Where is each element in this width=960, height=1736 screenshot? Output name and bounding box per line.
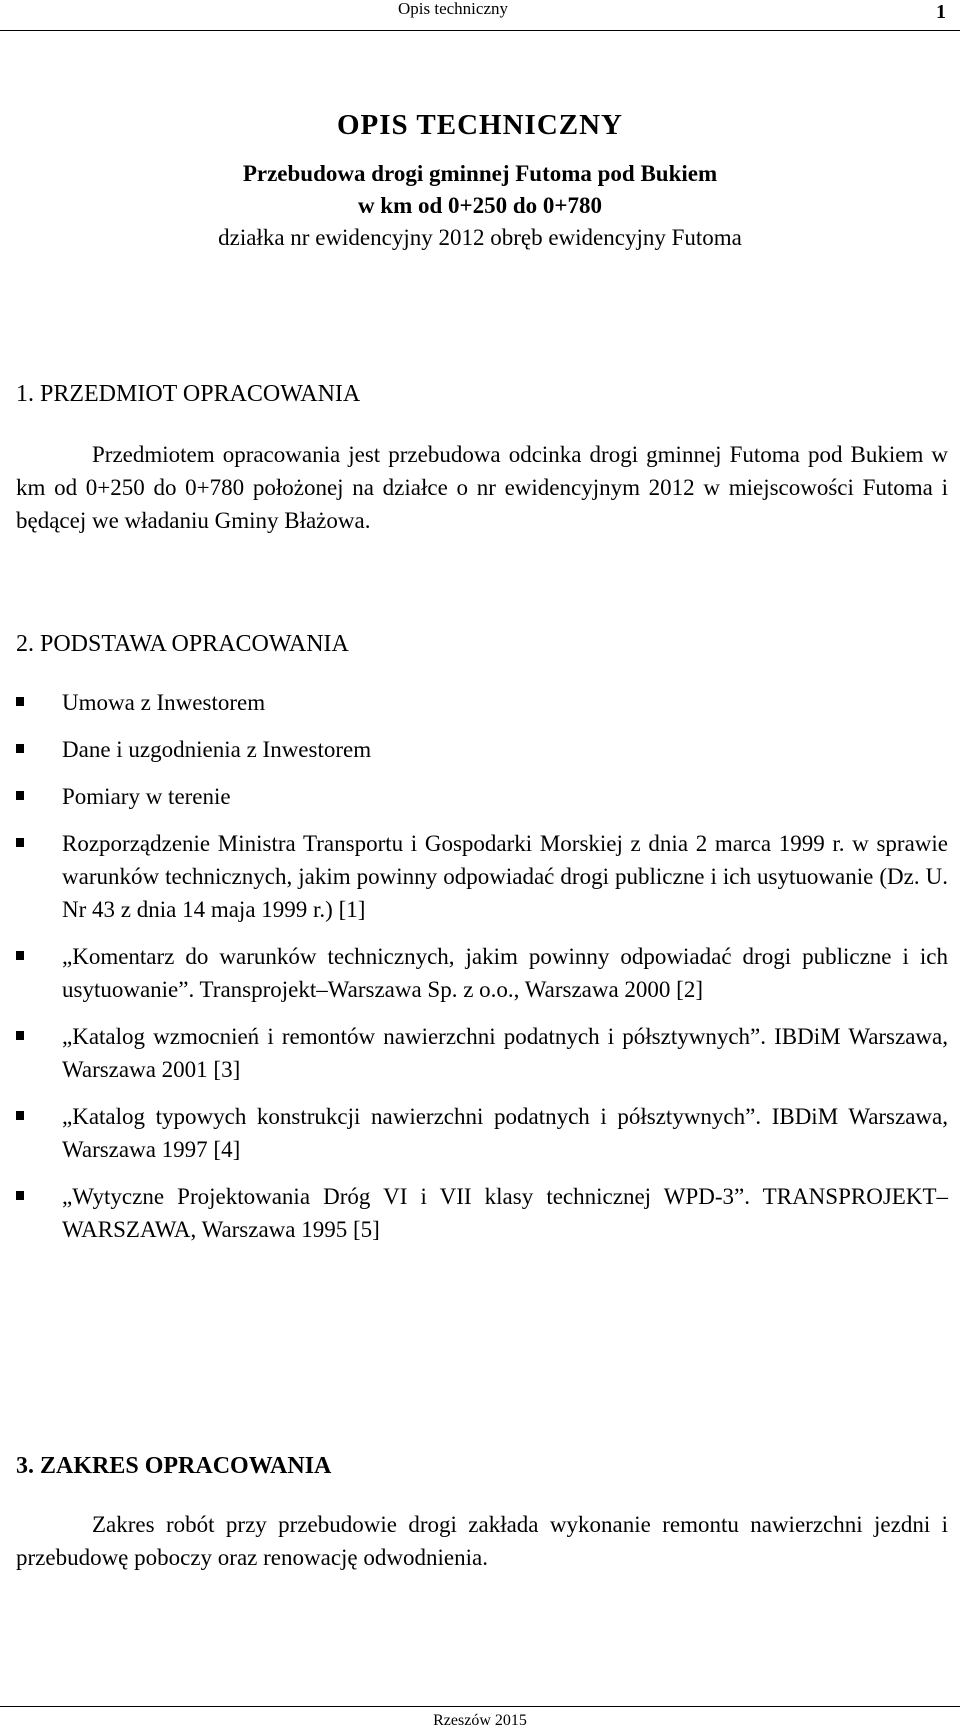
list-item: Pomiary w terenie: [16, 780, 948, 813]
section-2-heading: 2. PODSTAWA OPRACOWANIA: [16, 631, 349, 657]
document-title: OPIS TECHNICZNY: [337, 109, 623, 141]
bullet-icon: [16, 744, 24, 753]
bullet-icon: [16, 791, 24, 800]
project-title: Przebudowa drogi gminnej Futoma pod Bukiem: [242, 161, 718, 186]
footer-text: Rzeszów 2015: [433, 1712, 527, 1729]
section-1-body: Przedmiotem opracowania jest przebudowa odcinka drogi gminnej Futoma pod Bukiem w km od 0+250 do 0+780 położonej na działce o nr ewidencyjnym 2012 w miejscowości Futoma i będącej we władaniu Gminy Błażowa.: [16, 442, 948, 533]
bullet-icon: [16, 1191, 24, 1200]
header-title: Opis techniczny: [398, 0, 508, 18]
basis-list: [16, 686, 948, 1260]
section-1-heading: 1. PRZEDMIOT OPRACOWANIA: [16, 381, 361, 407]
footer-divider: [0, 1706, 960, 1707]
section-1-text: [16, 438, 948, 537]
page-number: 1: [936, 1, 946, 23]
list-item: Umowa z Inwestorem: [16, 686, 948, 719]
section-3-body: Zakres robót przy przebudowie drogi zakłada wykonanie remontu nawierzchni jezdni i przebudowę poboczy oraz renowację odwodnienia.: [16, 1512, 948, 1570]
project-chainage: w km od 0+250 do 0+780: [357, 193, 603, 218]
list-item: „Wytyczne Projektowania Dróg VI i VII klasy technicznej WPD-3”. TRANSPROJEKT–WARSZAWA, Warszawa 1995 [5]: [16, 1180, 948, 1246]
bullet-icon: [16, 697, 24, 706]
project-parcel: działka nr ewidencyjny 2012 obręb ewidencyjny Futoma: [218, 225, 742, 250]
list-item: „Katalog typowych konstrukcji nawierzchni podatnych i półsztywnych”. IBDiM Warszawa, Warszawa 1997 [4]: [16, 1100, 948, 1166]
list-item: Dane i uzgodnienia z Inwestorem: [16, 733, 948, 766]
bullet-icon: [16, 951, 24, 960]
list-item: „Komentarz do warunków technicznych, jakim powinny odpowiadać drogi publiczne i ich usytuowanie”. Transprojekt–Warszawa Sp. z o.o., Warszawa 2000 [2]: [16, 940, 948, 1006]
header-divider: [0, 30, 960, 31]
page-header: [0, 0, 960, 36]
bullet-icon: [16, 1111, 24, 1120]
bullet-icon: [16, 838, 24, 847]
section-3-heading: 3. ZAKRES OPRACOWANIA: [16, 1453, 332, 1479]
bullet-icon: [16, 1031, 24, 1040]
list-item: Rozporządzenie Ministra Transportu i Gospodarki Morskiej z dnia 2 marca 1999 r. w sprawie warunków technicznych, jakim powinny odpowiadać drogi publiczne i ich usytuowanie (Dz. U. Nr 43 z dnia 14 maja 1999 r.) [1]: [16, 827, 948, 926]
section-3-text: [16, 1508, 948, 1574]
list-item: „Katalog wzmocnień i remontów nawierzchni podatnych i półsztywnych”. IBDiM Warszawa, Warszawa 2001 [3]: [16, 1020, 948, 1086]
